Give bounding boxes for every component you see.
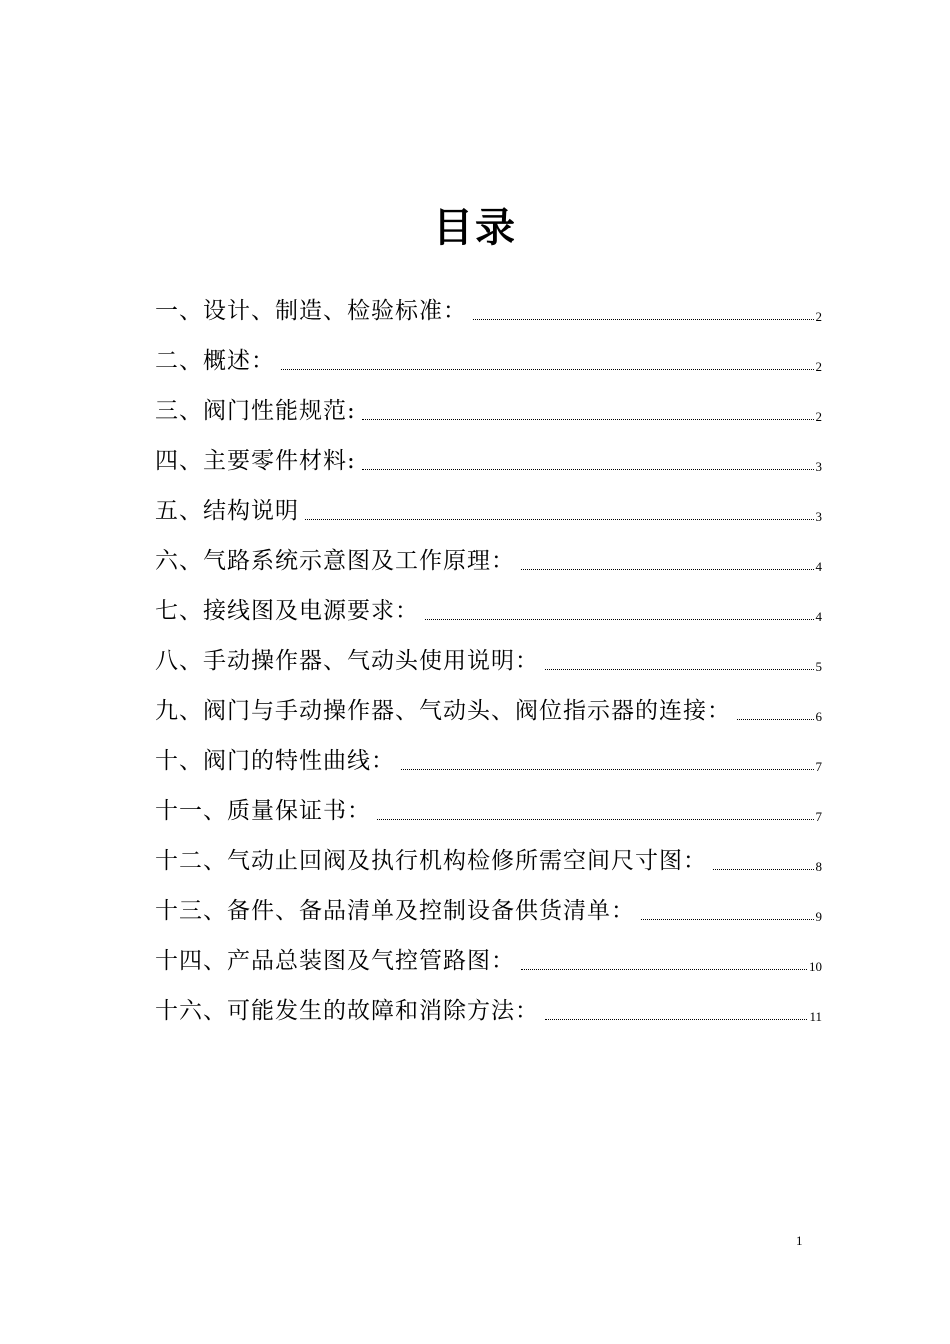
toc-entry-page: 4 <box>815 609 822 624</box>
toc-entry-text: 十二、气动止回阀及执行机构检修所需空间尺寸图： <box>155 848 707 874</box>
toc-entry-page: 10 <box>809 959 822 974</box>
toc-dot-leader <box>362 469 814 470</box>
toc-entry-page: 2 <box>815 309 822 324</box>
toc-entry-text: 十、阀门的特性曲线： <box>155 748 395 774</box>
toc-entry[interactable] <box>155 732 822 782</box>
toc-dot-leader <box>521 969 807 970</box>
toc-dot-leader <box>281 369 814 370</box>
toc-entry[interactable] <box>155 932 822 982</box>
toc-entry-page: 3 <box>815 509 822 524</box>
toc-entry-page: 9 <box>815 909 822 924</box>
toc-entry-page: 8 <box>815 859 822 874</box>
toc-entry-text: 三、阀门性能规范: <box>155 398 356 424</box>
toc-entry-page: 11 <box>809 1009 822 1024</box>
toc-entry-page: 2 <box>815 359 822 374</box>
toc-entry[interactable] <box>155 332 822 382</box>
toc-dot-leader <box>377 819 814 820</box>
toc-entry-page: 7 <box>815 759 822 774</box>
toc-dot-leader <box>641 919 814 920</box>
toc-dot-leader <box>713 869 814 870</box>
toc-entry[interactable] <box>155 982 822 1032</box>
toc-dot-leader <box>425 619 814 620</box>
toc-entry-page: 2 <box>815 409 822 424</box>
toc-entry-page: 6 <box>815 709 822 724</box>
toc-dot-leader <box>737 719 814 720</box>
toc-entry-text: 十一、质量保证书： <box>155 798 371 824</box>
toc-entry-text: 六、气路系统示意图及工作原理： <box>155 548 515 574</box>
toc-entry-text: 二、概述： <box>155 348 275 374</box>
page-number: 1 <box>796 1233 803 1248</box>
toc-entry-text: 十六、可能发生的故障和消除方法： <box>155 998 539 1024</box>
toc-dot-leader <box>545 1019 807 1020</box>
toc-dot-leader <box>545 669 814 670</box>
toc-dot-leader <box>473 319 814 320</box>
toc-entry[interactable] <box>155 482 822 532</box>
toc-entry[interactable] <box>155 682 822 732</box>
toc-entry[interactable] <box>155 632 822 682</box>
toc-entry[interactable] <box>155 832 822 882</box>
toc-entry-text: 十三、备件、备品清单及控制设备供货清单： <box>155 898 635 924</box>
toc-entry-text: 五、结构说明 <box>155 498 299 524</box>
toc-dot-leader <box>305 519 814 520</box>
toc-entry[interactable] <box>155 782 822 832</box>
toc-entry-page: 7 <box>815 809 822 824</box>
toc-entry-text: 九、阀门与手动操作器、气动头、阀位指示器的连接： <box>155 698 731 724</box>
toc-entry-page: 4 <box>815 559 822 574</box>
toc-entry[interactable] <box>155 582 822 632</box>
toc-entry-text: 十四、产品总装图及气控管路图： <box>155 948 515 974</box>
toc-dot-leader <box>362 419 814 420</box>
toc-entry-text: 七、接线图及电源要求： <box>155 598 419 624</box>
page-title: 目录 <box>433 205 517 251</box>
toc-entry[interactable] <box>155 882 822 932</box>
table-of-contents <box>155 282 822 1032</box>
toc-entry-page: 5 <box>815 659 822 674</box>
toc-dot-leader <box>401 769 814 770</box>
toc-dot-leader <box>521 569 814 570</box>
toc-entry[interactable] <box>155 282 822 332</box>
toc-entry[interactable] <box>155 532 822 582</box>
toc-entry-page: 3 <box>815 459 822 474</box>
toc-entry[interactable] <box>155 432 822 482</box>
toc-entry-text: 八、手动操作器、气动头使用说明： <box>155 648 539 674</box>
toc-entry-text: 一、设计、制造、检验标准： <box>155 298 467 324</box>
toc-entry-text: 四、主要零件材料: <box>155 448 356 474</box>
toc-entry[interactable] <box>155 382 822 432</box>
